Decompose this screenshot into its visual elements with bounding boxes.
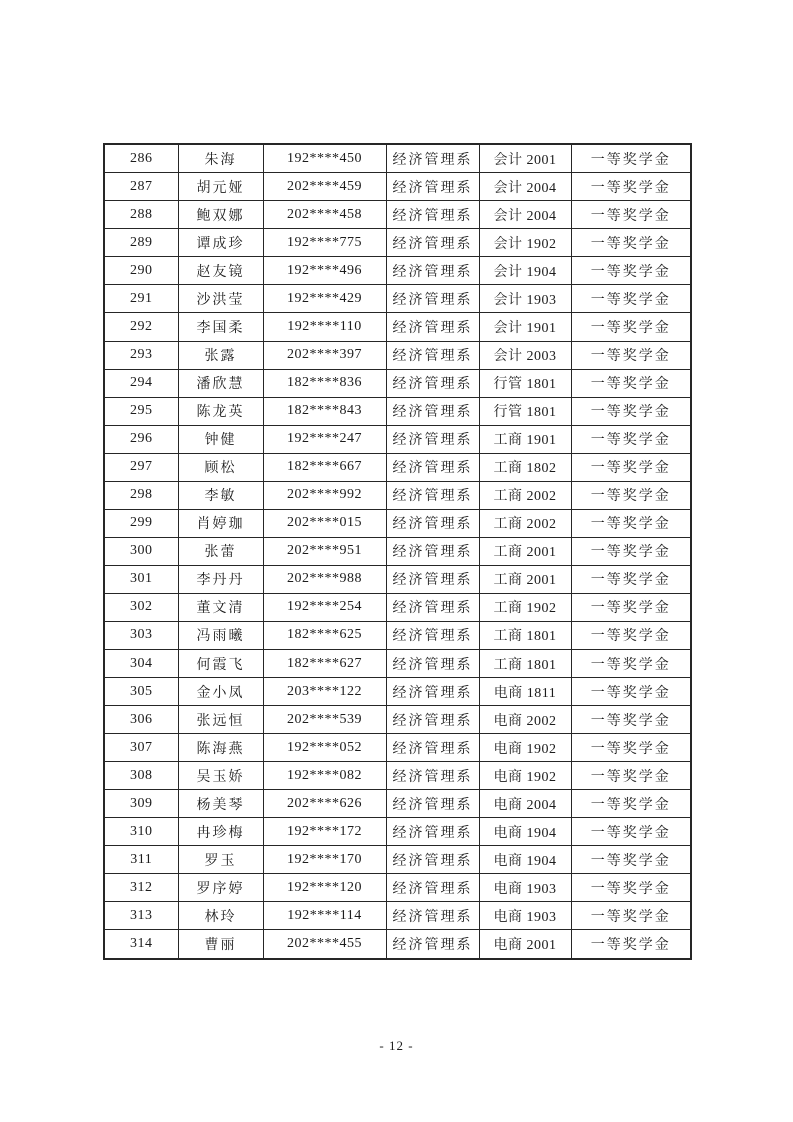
cell-student-name: 罗玉 [178, 846, 263, 874]
cell-class: 电商 2001 [479, 930, 571, 959]
page-number: - 12 - [379, 1038, 414, 1053]
table-row [104, 481, 691, 509]
cell-student-id: 192****120 [263, 874, 386, 902]
cell-award: 一等奖学金 [571, 144, 691, 173]
cell-award: 一等奖学金 [571, 257, 691, 285]
cell-row-number: 295 [104, 397, 178, 425]
cell-student-name: 陈海燕 [178, 734, 263, 762]
table-row [104, 762, 691, 790]
cell-class: 行管 1801 [479, 369, 571, 397]
cell-award: 一等奖学金 [571, 201, 691, 229]
cell-department: 经济管理系 [386, 285, 479, 313]
table-row [104, 734, 691, 762]
cell-class: 会计 1902 [479, 229, 571, 257]
cell-row-number: 294 [104, 369, 178, 397]
table-row [104, 285, 691, 313]
table-row [104, 229, 691, 257]
cell-student-id: 192****052 [263, 734, 386, 762]
cell-student-name: 曹丽 [178, 930, 263, 959]
cell-class: 工商 1801 [479, 621, 571, 649]
cell-row-number: 306 [104, 706, 178, 734]
table-row [104, 706, 691, 734]
cell-award: 一等奖学金 [571, 565, 691, 593]
cell-department: 经济管理系 [386, 425, 479, 453]
table-row [104, 846, 691, 874]
cell-class: 电商 1904 [479, 818, 571, 846]
cell-department: 经济管理系 [386, 313, 479, 341]
cell-class: 电商 1904 [479, 846, 571, 874]
cell-student-id: 192****114 [263, 902, 386, 930]
cell-class: 会计 2003 [479, 341, 571, 369]
cell-department: 经济管理系 [386, 650, 479, 678]
cell-department: 经济管理系 [386, 144, 479, 173]
cell-row-number: 287 [104, 173, 178, 201]
cell-award: 一等奖学金 [571, 313, 691, 341]
cell-department: 经济管理系 [386, 762, 479, 790]
scholarship-table-body [104, 144, 691, 959]
cell-department: 经济管理系 [386, 790, 479, 818]
cell-student-name: 张蕾 [178, 537, 263, 565]
cell-student-id: 192****496 [263, 257, 386, 285]
cell-department: 经济管理系 [386, 706, 479, 734]
cell-department: 经济管理系 [386, 369, 479, 397]
cell-department: 经济管理系 [386, 818, 479, 846]
cell-award: 一等奖学金 [571, 930, 691, 959]
cell-class: 行管 1801 [479, 397, 571, 425]
cell-student-id: 202****988 [263, 565, 386, 593]
table-row [104, 874, 691, 902]
cell-student-name: 陈龙英 [178, 397, 263, 425]
cell-class: 电商 2004 [479, 790, 571, 818]
cell-student-id: 202****458 [263, 201, 386, 229]
cell-award: 一等奖学金 [571, 650, 691, 678]
cell-class: 电商 1903 [479, 902, 571, 930]
cell-student-id: 192****247 [263, 425, 386, 453]
cell-row-number: 314 [104, 930, 178, 959]
cell-department: 经济管理系 [386, 257, 479, 285]
table-row [104, 593, 691, 621]
cell-student-name: 杨美琴 [178, 790, 263, 818]
cell-award: 一等奖学金 [571, 369, 691, 397]
cell-student-id: 202****539 [263, 706, 386, 734]
table-row [104, 509, 691, 537]
cell-award: 一等奖学金 [571, 229, 691, 257]
cell-student-name: 沙洪莹 [178, 285, 263, 313]
cell-department: 经济管理系 [386, 930, 479, 959]
cell-row-number: 312 [104, 874, 178, 902]
cell-row-number: 310 [104, 818, 178, 846]
cell-row-number: 299 [104, 509, 178, 537]
cell-award: 一等奖学金 [571, 734, 691, 762]
cell-award: 一等奖学金 [571, 874, 691, 902]
cell-student-name: 胡元娅 [178, 173, 263, 201]
cell-student-id: 192****254 [263, 593, 386, 621]
cell-student-name: 谭成珍 [178, 229, 263, 257]
cell-award: 一等奖学金 [571, 846, 691, 874]
table-row [104, 144, 691, 173]
cell-award: 一等奖学金 [571, 453, 691, 481]
table-row [104, 341, 691, 369]
cell-student-name: 罗序婷 [178, 874, 263, 902]
cell-department: 经济管理系 [386, 341, 479, 369]
cell-row-number: 304 [104, 650, 178, 678]
cell-student-name: 冯雨曦 [178, 621, 263, 649]
cell-student-name: 潘欣慧 [178, 369, 263, 397]
cell-award: 一等奖学金 [571, 173, 691, 201]
cell-row-number: 302 [104, 593, 178, 621]
cell-row-number: 301 [104, 565, 178, 593]
table-row [104, 397, 691, 425]
cell-row-number: 305 [104, 678, 178, 706]
cell-award: 一等奖学金 [571, 425, 691, 453]
cell-student-name: 李丹丹 [178, 565, 263, 593]
cell-department: 经济管理系 [386, 734, 479, 762]
cell-student-name: 何霞飞 [178, 650, 263, 678]
cell-student-name: 李敏 [178, 481, 263, 509]
cell-class: 电商 1903 [479, 874, 571, 902]
cell-student-id: 182****627 [263, 650, 386, 678]
cell-award: 一等奖学金 [571, 706, 691, 734]
cell-class: 会计 2004 [479, 173, 571, 201]
cell-class: 电商 1902 [479, 734, 571, 762]
cell-department: 经济管理系 [386, 678, 479, 706]
cell-department: 经济管理系 [386, 565, 479, 593]
cell-award: 一等奖学金 [571, 341, 691, 369]
cell-student-id: 192****170 [263, 846, 386, 874]
cell-student-id: 182****625 [263, 621, 386, 649]
cell-class: 工商 2002 [479, 481, 571, 509]
cell-row-number: 296 [104, 425, 178, 453]
cell-student-name: 董文清 [178, 593, 263, 621]
cell-department: 经济管理系 [386, 537, 479, 565]
cell-student-id: 202****626 [263, 790, 386, 818]
cell-award: 一等奖学金 [571, 397, 691, 425]
table-row [104, 453, 691, 481]
cell-student-name: 林玲 [178, 902, 263, 930]
table-row [104, 173, 691, 201]
cell-class: 会计 2004 [479, 201, 571, 229]
cell-class: 会计 1904 [479, 257, 571, 285]
cell-department: 经济管理系 [386, 397, 479, 425]
table-row [104, 650, 691, 678]
cell-student-id: 192****082 [263, 762, 386, 790]
table-row [104, 425, 691, 453]
cell-student-name: 鲍双娜 [178, 201, 263, 229]
cell-student-id: 202****455 [263, 930, 386, 959]
cell-class: 会计 1901 [479, 313, 571, 341]
cell-award: 一等奖学金 [571, 481, 691, 509]
cell-row-number: 311 [104, 846, 178, 874]
cell-award: 一等奖学金 [571, 593, 691, 621]
cell-department: 经济管理系 [386, 453, 479, 481]
cell-student-id: 192****775 [263, 229, 386, 257]
table-row [104, 818, 691, 846]
cell-row-number: 298 [104, 481, 178, 509]
cell-department: 经济管理系 [386, 874, 479, 902]
cell-award: 一等奖学金 [571, 762, 691, 790]
cell-student-id: 192****450 [263, 144, 386, 173]
table-row [104, 621, 691, 649]
cell-department: 经济管理系 [386, 173, 479, 201]
cell-student-id: 182****843 [263, 397, 386, 425]
cell-student-id: 203****122 [263, 678, 386, 706]
cell-department: 经济管理系 [386, 509, 479, 537]
cell-award: 一等奖学金 [571, 818, 691, 846]
table-row [104, 565, 691, 593]
cell-student-id: 182****667 [263, 453, 386, 481]
cell-class: 会计 2001 [479, 144, 571, 173]
cell-class: 工商 1801 [479, 650, 571, 678]
cell-department: 经济管理系 [386, 593, 479, 621]
cell-class: 会计 1903 [479, 285, 571, 313]
cell-award: 一等奖学金 [571, 285, 691, 313]
cell-student-id: 202****951 [263, 537, 386, 565]
cell-class: 电商 1902 [479, 762, 571, 790]
cell-student-id: 192****110 [263, 313, 386, 341]
cell-class: 工商 2002 [479, 509, 571, 537]
cell-student-name: 顾松 [178, 453, 263, 481]
cell-row-number: 308 [104, 762, 178, 790]
table-row [104, 537, 691, 565]
cell-student-name: 张远恒 [178, 706, 263, 734]
cell-row-number: 309 [104, 790, 178, 818]
cell-row-number: 307 [104, 734, 178, 762]
table-row [104, 790, 691, 818]
cell-department: 经济管理系 [386, 902, 479, 930]
scholarship-table [103, 143, 692, 960]
cell-student-name: 钟健 [178, 425, 263, 453]
cell-row-number: 288 [104, 201, 178, 229]
cell-class: 工商 1901 [479, 425, 571, 453]
cell-student-name: 赵友镜 [178, 257, 263, 285]
cell-award: 一等奖学金 [571, 509, 691, 537]
cell-student-name: 张露 [178, 341, 263, 369]
cell-row-number: 313 [104, 902, 178, 930]
table-row [104, 201, 691, 229]
cell-row-number: 286 [104, 144, 178, 173]
cell-student-name: 朱海 [178, 144, 263, 173]
cell-row-number: 297 [104, 453, 178, 481]
cell-student-name: 冉珍梅 [178, 818, 263, 846]
cell-department: 经济管理系 [386, 481, 479, 509]
cell-row-number: 303 [104, 621, 178, 649]
cell-row-number: 300 [104, 537, 178, 565]
cell-award: 一等奖学金 [571, 621, 691, 649]
cell-class: 电商 2002 [479, 706, 571, 734]
cell-class: 电商 1811 [479, 678, 571, 706]
table-row [104, 678, 691, 706]
cell-department: 经济管理系 [386, 201, 479, 229]
cell-class: 工商 1902 [479, 593, 571, 621]
cell-department: 经济管理系 [386, 846, 479, 874]
cell-award: 一等奖学金 [571, 678, 691, 706]
cell-row-number: 293 [104, 341, 178, 369]
cell-student-name: 李国柔 [178, 313, 263, 341]
cell-award: 一等奖学金 [571, 902, 691, 930]
cell-row-number: 292 [104, 313, 178, 341]
cell-department: 经济管理系 [386, 229, 479, 257]
cell-class: 工商 2001 [479, 537, 571, 565]
cell-student-id: 182****836 [263, 369, 386, 397]
cell-student-name: 吴玉娇 [178, 762, 263, 790]
cell-student-id: 202****992 [263, 481, 386, 509]
cell-award: 一等奖学金 [571, 537, 691, 565]
table-row [104, 313, 691, 341]
cell-department: 经济管理系 [386, 621, 479, 649]
table-row [104, 930, 691, 959]
cell-student-id: 202****015 [263, 509, 386, 537]
cell-row-number: 289 [104, 229, 178, 257]
table-row [104, 902, 691, 930]
cell-student-id: 192****172 [263, 818, 386, 846]
cell-class: 工商 2001 [479, 565, 571, 593]
cell-student-id: 202****459 [263, 173, 386, 201]
cell-student-name: 金小凤 [178, 678, 263, 706]
cell-student-id: 202****397 [263, 341, 386, 369]
cell-class: 工商 1802 [479, 453, 571, 481]
table-row [104, 369, 691, 397]
cell-row-number: 290 [104, 257, 178, 285]
cell-student-id: 192****429 [263, 285, 386, 313]
cell-row-number: 291 [104, 285, 178, 313]
cell-student-name: 肖婷珈 [178, 509, 263, 537]
table-row [104, 257, 691, 285]
cell-award: 一等奖学金 [571, 790, 691, 818]
